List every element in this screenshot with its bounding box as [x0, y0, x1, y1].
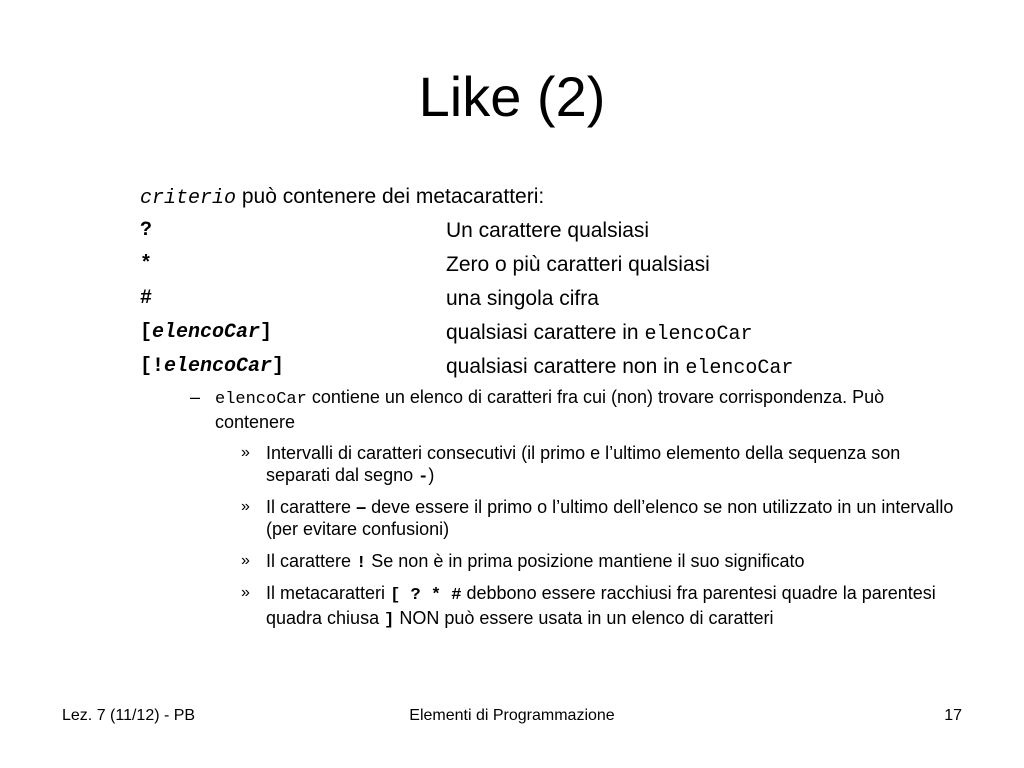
bracket-close: ] — [260, 321, 273, 344]
bracket-close: ] — [272, 355, 285, 378]
bullet-text — [266, 550, 956, 575]
bullet-text-part: Se non è in prima posizione mantiene il suo significato — [371, 551, 805, 571]
metachar-term: elencoCar — [152, 321, 261, 344]
slide-title: Like (2) — [418, 65, 606, 128]
page-number: 17 — [944, 707, 962, 724]
metachar-symbol: * — [140, 253, 153, 276]
metachar-description — [446, 320, 752, 348]
metachar-symbol — [140, 320, 272, 346]
description-code: elencoCar — [644, 323, 753, 346]
metachar-description — [446, 354, 793, 382]
bullet-marker: » — [241, 552, 250, 569]
metachar-description: Un carattere qualsiasi — [446, 219, 650, 242]
intro-text: può contenere dei metacaratteri: — [241, 185, 545, 208]
bullet-text-part: Intervalli di caratteri consecutivi (il primo e l’ultimo elemento della sequenza son separati dal segno — [266, 443, 901, 485]
metachar-symbol: # — [140, 287, 153, 310]
bullet-text-part: NON può essere usata in un elenco di caratteri — [399, 608, 774, 628]
bullet-text-part: debbono essere racchiusi fra parentesi quadre la parentesi quadra chiusa — [266, 583, 936, 628]
intro-term: criterio — [140, 187, 237, 210]
sub-item-body: contiene un elenco di caratteri fra cui (non) trovare corrispondenza. Può contenere — [215, 387, 885, 432]
metachar-term: elencoCar — [164, 355, 273, 378]
footer-left: Lez. 7 (11/12) - PB — [62, 707, 196, 724]
metachar-symbol — [140, 354, 284, 380]
sub-item-text — [215, 386, 905, 433]
metachar-description: una singola cifra — [446, 287, 599, 310]
bullet-text-part: deve essere il primo o l’ultimo dell’elenco se non utilizzato in un intervallo (per evitare confusioni) — [266, 497, 954, 539]
bullet-text-part: Il carattere — [266, 497, 352, 517]
bullet-code: [ ? * # — [390, 586, 462, 605]
bracket-open: [! — [140, 355, 165, 378]
sub-item-code: elencoCar — [215, 390, 307, 409]
bullet-marker: » — [241, 498, 250, 515]
bullet-code: ] — [384, 611, 395, 630]
bullet-code: - — [418, 468, 429, 487]
metachar-description: Zero o più caratteri qualsiasi — [446, 253, 710, 276]
bullet-text-part: Il carattere — [266, 551, 352, 571]
footer-center: Elementi di Programmazione — [409, 707, 615, 724]
dash-marker: – — [190, 387, 201, 407]
metachar-symbol: ? — [140, 219, 153, 242]
bullet-marker: » — [241, 444, 250, 461]
description-text: qualsiasi carattere in — [446, 321, 639, 344]
bullet-marker: » — [241, 584, 250, 601]
bullet-code: ! — [356, 554, 367, 573]
bullet-text — [266, 496, 956, 540]
bracket-open: [ — [140, 321, 153, 344]
description-text: qualsiasi carattere non in — [446, 355, 680, 378]
bullet-code: – — [356, 497, 367, 517]
intro-line — [140, 184, 544, 212]
bullet-text-part: ) — [428, 465, 435, 485]
bullet-text — [266, 442, 956, 489]
bullet-text-part: Il metacaratteri — [266, 583, 386, 603]
description-code: elencoCar — [685, 357, 794, 380]
bullet-text — [266, 582, 956, 632]
